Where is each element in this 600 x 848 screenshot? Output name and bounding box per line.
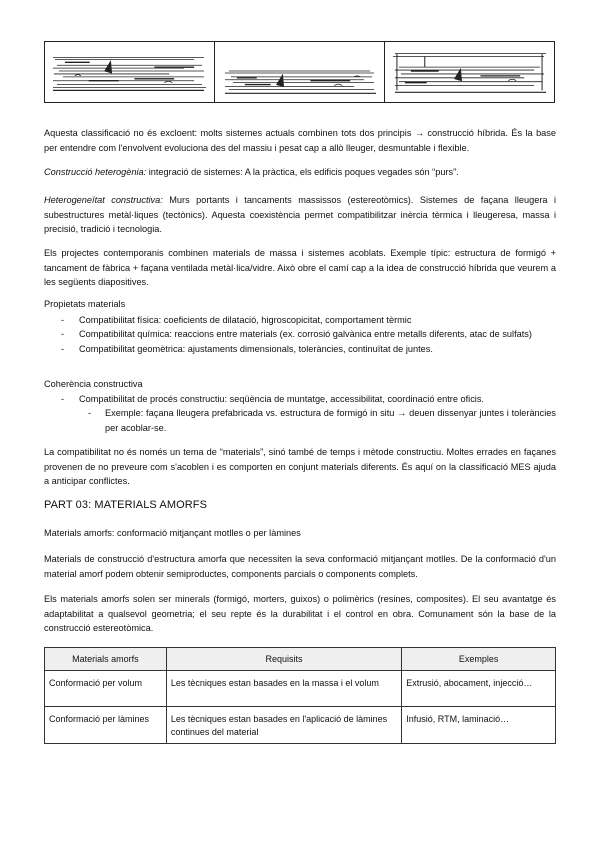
paragraph-compatibility: La compatibilitat no és només un tema de “materials”, sinó també de temps i mètode constructiu. Moltes errades en façanes provenen de no preveure com s'acoblen i es comporten en conjunt materials diferents. És aquí on la classificació MES ajuda a anticipar conflictes. (44, 447, 556, 487)
definition-heterogeneity: Murs portants i tancaments massissos (estereotòmics). Sistemes de façana lleugera i subestructures metàl·liques (tectònics). Aquesta coexistència permet compatibilitzar inèrcia tèrmica i lleugeresa, massa i precisió, tradició i tecnologia. (44, 195, 556, 235)
table-row (45, 671, 556, 707)
figure-strip (44, 41, 555, 103)
paragraph-amorphous-types: Els materials amorfs solen ser minerals (formigó, morters, guixos) o polimèrics (resines, composites). El seu avantatge és adaptabilitat a qualsevol geometria; el seu repte és la durabilitat i el control en obra. Comunament són la base de la construcció estereotòmica. (44, 594, 556, 634)
table-cell: Les tècniques estan basades en l'aplicació de làmines continues del material (166, 707, 401, 744)
sub-list-item: - Exemple: façana lleugera prefabricada vs. estructura de formigó in situ → deuen dissenyar juntes i toleràncies per acoblar-se. (44, 406, 556, 435)
table-header-cell: Materials amorfs (45, 648, 167, 671)
paragraph-contemporary-projects: Els projectes contemporanis combinen materials de massa i sistemes acoblats. Exemple típic: estructura de formigó + tancament de fàbrica + façana ventilada metàl·lica/vidre. Això obre el camí cap a la idea de construcció híbrida que veurem a les següents diapositives. (44, 248, 556, 288)
light-construction-sketch (214, 42, 384, 102)
table-header-cell: Exemples (402, 648, 556, 671)
heading-properties: Propietats materials (44, 299, 126, 309)
heading-coherence: Coherència constructiva (44, 379, 143, 389)
list-item: - Compatibilitat química: reaccions entre materials (ex. corrosió galvànica entre metalls diferents, atac de sulfats) (44, 327, 556, 341)
table-cell: Extrusió, abocament, injecció… (402, 671, 556, 707)
term-heterogeneous: Construcció heterogènia: (44, 167, 147, 177)
paragraph-hybrid-intro: Aquesta classificació no és excloent: molts sistemes actuals combinen tots dos principis → construcció híbrida. És la base per entendre com l'envolvent evoluciona des del massiu i pesat cap a allò lleuger, desmuntable i flexible. (44, 128, 556, 153)
list-item: - Compatibilitat geomètrica: ajustaments dimensionals, toleràncies, continuïtat de juntes. (44, 342, 556, 356)
paragraph-heterogeneous (44, 165, 556, 180)
paragraph-heterogeneity (44, 193, 556, 237)
table-row (45, 707, 556, 744)
amorphous-materials-table (44, 647, 556, 744)
table-header-cell: Requisits (166, 648, 401, 671)
list-item: - Compatibilitat física: coeficients de dilatació, higroscopicitat, comportament tèrmic (44, 313, 556, 327)
table-cell: Infusió, RTM, laminació… (402, 707, 556, 744)
table-cell: Les tècniques estan basades en la massa i el volum (166, 671, 401, 707)
hybrid-construction-sketch (384, 42, 554, 102)
properties-list (44, 313, 556, 356)
section-title: PART 03: MATERIALS AMORFS (44, 499, 208, 511)
term-heterogeneity: Heterogeneïtat constructiva: (44, 195, 163, 205)
definition-heterogeneous: integració de sistemes: A la pràctica, els edificis poques vegades són “purs”. (146, 167, 459, 177)
coherence-list (44, 392, 556, 435)
paragraph-amorphous-subtitle: Materials amorfs: conformació mitjançant motlles o per làmines (44, 528, 301, 538)
paragraph-amorphous-definition: Materials de construcció d'estructura amorfa que necessiten la seva conformació mitjançant motlles. De la conformació d'un material amorf podem obtenir semiproductes, components parcials o components complets. (44, 554, 556, 579)
table-cell: Conformació per làmines (45, 707, 167, 744)
table-cell: Conformació per volum (45, 671, 167, 707)
massive-construction-sketch (45, 42, 214, 102)
list-item: - Compatibilitat de procés constructiu: seqüència de muntatge, accessibilitat, coordinació entre oficis. (44, 392, 556, 406)
table-header-row (45, 648, 556, 671)
